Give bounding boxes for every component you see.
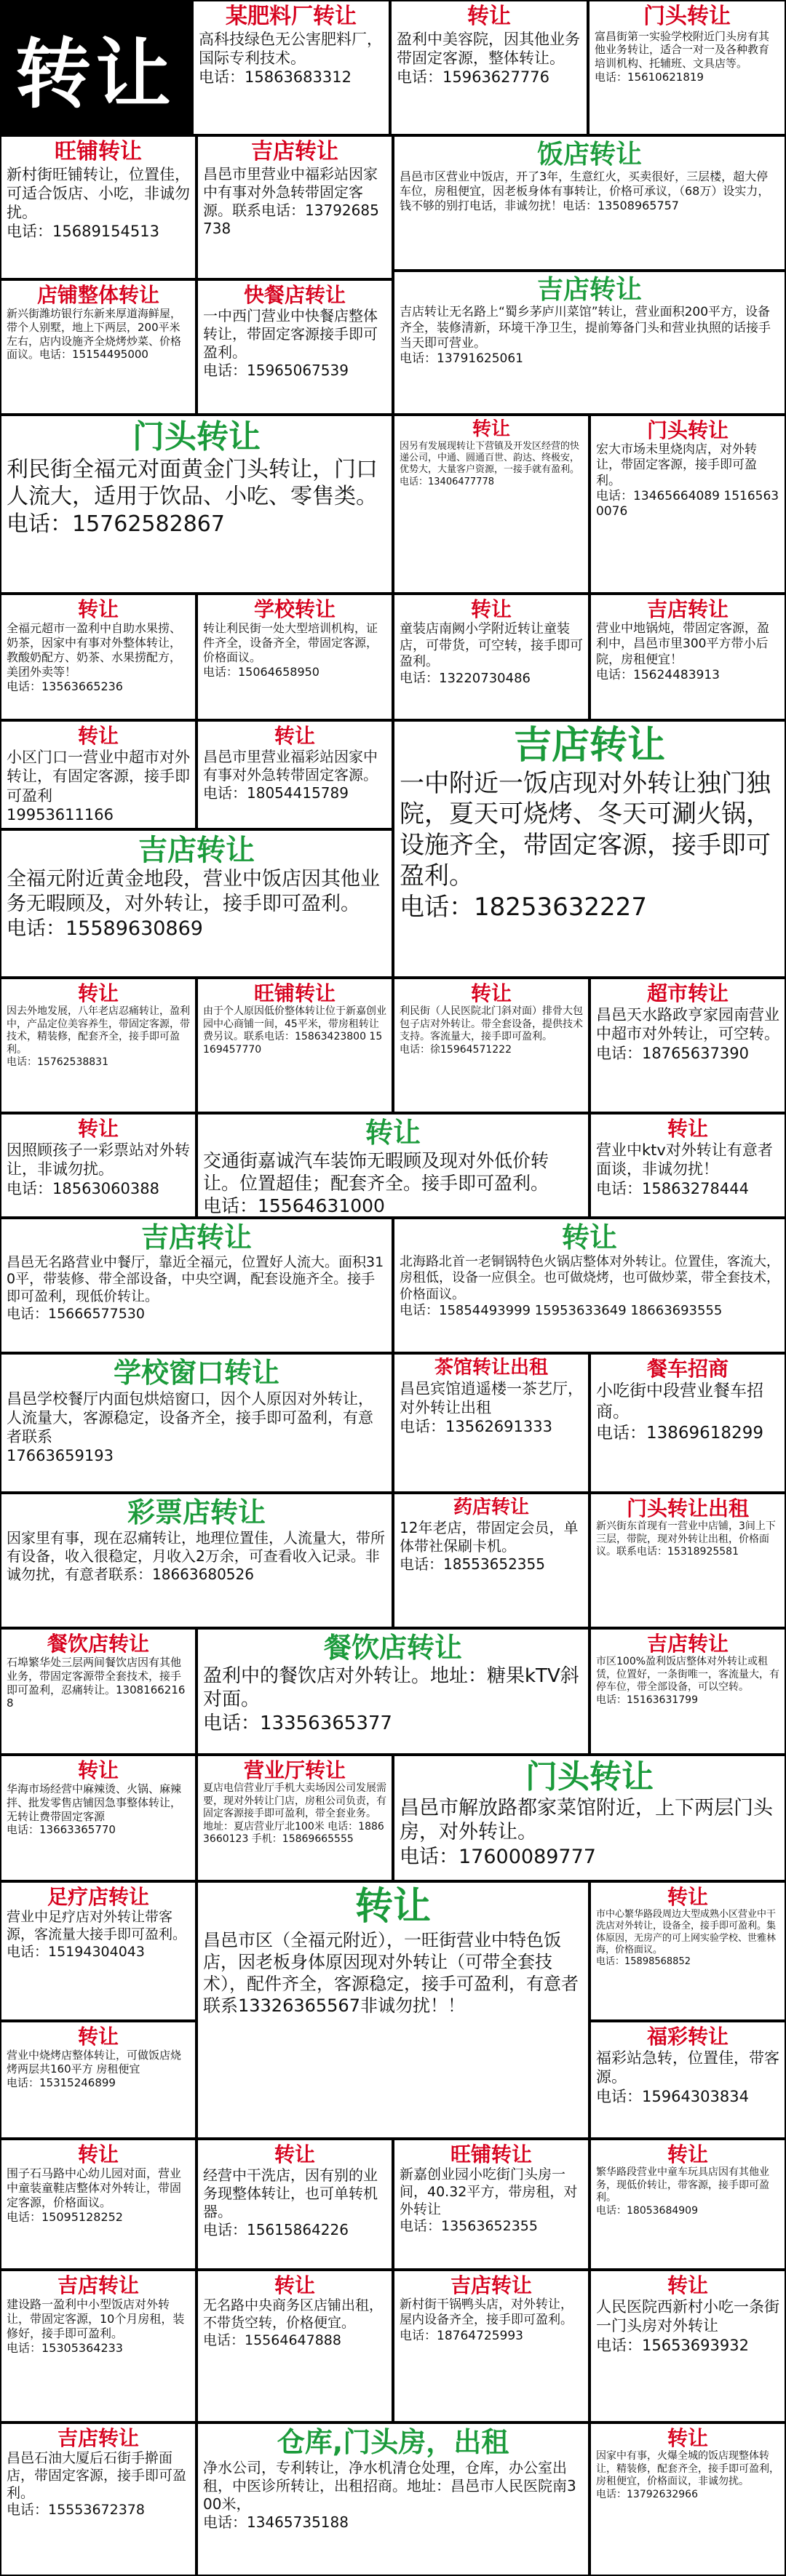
ad-title: 吉店转让 [251,140,338,164]
ad-body: 交通街嘉诚汽车装饰无暇顾及现对外低价转让。位置超佳；配套齐全。接手即可盈利。 [203,1149,549,1194]
ad-title: 餐饮店转让 [47,1632,149,1656]
classified-ad [393,594,590,720]
ad-body: 华海市场经营中麻辣烫、火锅、麻辣拌、批发零售店铺因急事整体转让，无转让费带固定客源 [7,1782,182,1823]
classified-ad [393,720,786,978]
ad-body: 夏店电信营业厅手机大卖场因公司发展需要，现对外转让门店，房租公司负责，有固定客源接手即可盈利，带全套业务。 [203,1782,386,1820]
ad-phone: 电话：13465664089 15165630076 [596,488,779,519]
ad-title: 吉店转让 [513,725,665,767]
ad-body: 昌邑市区营业中饭店，开了3年，生意红火，买卖很好，三层楼，超大停车位，房租便宜，因老板身体有事转让，价格可承议，（68万）设实力，钱不够的别打电话，非诚勿扰！电话：13508965757 [400,170,770,213]
ad-phone: 电话：15762582867 [7,511,225,537]
ad-phone: 电话：18764725993 [400,2328,523,2343]
ad-title: 旺铺转让 [55,140,142,164]
classified-ad [590,1628,786,1755]
ad-phone: 电话：13563652355 [400,2218,538,2235]
classified-ad [196,279,393,415]
ad-phone: 电话：13406477778 [400,476,494,487]
ad-phone: 电话：15305364233 [7,2341,123,2356]
ad-phone: 电话：15564647888 [203,2332,341,2348]
classified-ad [590,1113,786,1218]
ad-title: 旺铺转让 [450,2143,532,2166]
ad-title: 转让 [77,725,119,748]
ad-body: 一中西门营业中快餐店整体转让，带固定客源接手即可盈利。 [203,307,378,362]
ad-title: 店铺整体转让 [36,284,159,307]
classified-ad [0,1755,196,1881]
ad-body: 市中心繁华路段周边大型成熟小区营业中干洗店对外转让，设备全，接手即可盈利。集体原因，无房产的可上网实验学校、世雅林海，价格面议。 [596,1909,777,1955]
classified-ad [0,135,196,279]
ad-phone: 电话：15589630869 [7,917,203,940]
ad-phone: 电话：18053684909 [596,2204,698,2217]
ad-title: 转让 [77,1759,119,1782]
classified-ad [393,1493,590,1628]
ad-title: 吉店转让 [138,834,255,867]
ad-phone: 电话：15624483913 [596,667,720,682]
ad-body: 经营中干洗店，因有别的业务现整体转让，也可单转机器。 [203,2166,378,2221]
ad-body: 建设路一盈利中小型饭店对外转让，带固定客源，10个月房租，装修好，接手即可盈利。 [7,2297,185,2341]
ad-phone: 电话：17600089777 [400,1846,596,1869]
ad-body: 昌邑天水路政亨家园南营业中超市对外转让，可空转。 [596,1006,779,1043]
ad-phone: 电话：13356365377 [203,1712,392,1734]
classified-ad [393,2270,590,2423]
ad-phone: 电话：15666577530 [7,1305,145,1322]
ad-title: 门头转让 [525,1759,654,1795]
ad-title: 茶馆转让出租 [434,1357,548,1379]
ad-body: 利民街全福元对面黄金门头转让，门口人流大，适用于饮品、小吃、零售类。 [7,456,378,510]
ad-phone: 电话：15863278444 [596,1179,749,1197]
ad-body: 昌邑市里营业中福彩站因家中有事对外急转带固定客源。联系电话：13792685738 [203,164,379,237]
classified-ad [390,0,588,135]
ad-body: 新兴街东首现有一营业中店铺，3间上下三层，带院，现对外转让出租，价格面议。联系电话：15318925581 [596,1520,776,1558]
classified-ad [590,415,786,594]
ad-body: 因照顾孩子一彩票站对外转让，非诚勿扰。 [7,1141,190,1179]
ad-phone: 电话：15610621819 [595,70,704,84]
ad-title: 旺铺转让 [253,982,336,1005]
ad-title: 转让 [77,2143,119,2166]
ad-title: 转让 [667,2143,708,2166]
classified-ad [0,1113,196,1218]
classified-ad [590,594,786,720]
ad-phone: 电话：13869618299 [596,1423,763,1443]
classified-ad [0,1881,196,2021]
ad-body: 昌邑市里营业福彩站因家中有事对外急转带固定客源。 [203,748,378,784]
ad-title: 转让 [77,2025,119,2049]
ad-title: 转让 [667,2427,708,2450]
classified-ad [196,1881,590,2139]
classified-ad [590,1881,786,2021]
ad-body: 繁华路段营业中童车玩具店因有其他业务，现低价转让，带客源，接手即可盈利。 [596,2166,769,2204]
classified-ad [0,279,196,415]
classified-ad [588,0,786,135]
classified-ad [393,271,786,415]
classified-ad [0,720,196,829]
classified-ad [0,2021,196,2139]
ad-phone: 电话：15163631799 [596,1694,698,1706]
ad-phone: 电话：15095128252 [7,2210,123,2225]
classified-ad [196,720,393,829]
ad-phone: 电话：15564631000 [203,1195,385,1217]
classified-ad [0,2139,196,2270]
ad-phone: 电话：15854493999 15953633649 18663693555 [400,1303,723,1319]
ad-title: 餐车招商 [646,1357,729,1381]
ad-phone: 电话：15653693932 [596,2336,749,2354]
classified-ad [393,2139,590,2270]
classified-ad [0,1218,393,1353]
ad-phone: 电话：13465735188 [203,2513,349,2531]
ad-phone: 电话：18054415789 [203,784,349,802]
classified-ad [196,2423,590,2576]
classified-ad [393,1218,786,1353]
classified-ad [0,1353,393,1493]
ad-phone: 电话：13791625061 [400,351,523,367]
ad-body: 一中附近一饭店现对外转让独门独院，夏天可烧烤、冬天可涮火锅，设施齐全，带固定客源，接手即可盈利。 [400,768,771,891]
ad-title: 转让 [470,598,512,621]
ad-phone: 电话：18563060388 [7,1179,159,1197]
ad-phone: 电话：15963627776 [397,68,549,86]
classified-ad [590,978,786,1113]
ad-body: 市区100%盈利饭店整体对外转让或租赁，位置好，一条街唯一，客流量大，有停车位，带全部设备，可以空转。 [596,1656,779,1694]
ad-title: 快餐店转让 [243,284,346,307]
ad-body: 利民街（人民医院北门斜对面）排骨大包包子店对外转让。带全套设备，提供技术支持。客流量大，接手即可盈利。 [400,1005,583,1043]
classified-ad [0,1628,196,1755]
ad-body: 昌邑学校餐厅内面包烘焙窗口，因个人原因对外转让，人流量大，客源稳定，设备齐全，接手即可盈利，有意者联系 [7,1389,373,1446]
ad-title: 转让 [354,1886,431,1929]
ad-title: 转让 [77,1117,119,1141]
ad-phone: 电话：15615864226 [203,2221,349,2239]
classified-ad [393,415,590,594]
ad-body: 昌邑宾馆逍遥楼一茶艺厅，对外转让出租 [400,1379,583,1417]
page-title: 转让 [0,0,191,135]
ad-body: 新嘉创业园小吃街门头房一间，40.32平方，带房租，对外转让 [400,2166,578,2217]
ad-phone: 电话：15762538831 [7,1056,108,1069]
ad-title: 饭店转让 [536,140,642,170]
ad-phone: 电话：徐15964571222 [400,1043,512,1056]
ad-body: 高科技绿色无公害肥料厂，国际专利技术。 [199,30,382,67]
ad-phone: 电话：15553672378 [7,2502,145,2519]
classified-ad [590,1493,786,1628]
ad-body: 人民医院西新村小吃一条街一门头房对外转让 [596,2298,779,2335]
ad-title: 门头转让出租 [626,1497,749,1520]
ad-title: 足疗店转让 [47,1886,149,1909]
ad-body: 昌邑石油大厦后石街手擀面店，带固定客源，接手即可盈利。 [7,2450,187,2501]
ad-body: 因去外地发展，八年老店忍痛转让，盈利中，产品定位美容养生，带固定客源，带技术，精装修，配套齐全，接手即可盈利。 [7,1005,190,1056]
classified-ad [196,594,393,720]
classified-ad [196,1628,590,1755]
ad-title: 转让 [667,1886,708,1909]
classified-ad [393,135,786,271]
ad-body: 小吃街中段营业餐车招商。 [596,1381,763,1421]
ad-title: 转让 [667,2274,708,2297]
ad-body: 因家里有事，现在忍痛转让，地理位置佳，人流量大，带所有设备，收入很稳定，月收入2万余，可查看收入记录。非诚勿扰，有意者联系：18663680526 [7,1528,385,1583]
ad-body: 福彩站急转，位置佳，带客源。 [596,2049,779,2086]
ad-body: 净水公司，专利转让，净水机清仓处理，仓库，办公室出租，中医诊所转让，出租招商。地址：昌邑市人民医院南300米， [203,2458,576,2513]
ad-title: 转让 [274,2274,315,2297]
ad-title: 彩票店转让 [127,1497,266,1528]
classified-ad [393,1755,786,1881]
ad-phone: 电话：15194304043 [7,1943,145,1960]
ad-body: 全福元超市一盈利中自助水果捞、奶茶，因家中有事对外整体转让，教酸奶配方、奶茶、水果捞配方，美团外卖等！ [7,621,182,679]
ad-phone: 电话：13663365770 [7,1823,116,1837]
ad-phone: 电话：13562691333 [400,1418,552,1436]
ad-body: 全福元附近黄金地段，营业中饭店因其他业务无暇顾及，对外转让，接手即可盈利。 [7,868,380,915]
classified-ad [196,2270,393,2423]
ad-title: 转让 [472,419,510,440]
classified-ad [590,2423,786,2576]
ad-phone: 电话：15964303834 [596,2087,749,2105]
ad-phone: 电话：13792632966 [596,2488,698,2500]
ad-body: 盈利中的餐饮店对外转让。地址：糖果kTV斜对面。 [203,1664,579,1711]
ad-phone: 电话：15064658950 [203,665,319,679]
classified-ad [0,829,393,978]
ad-body: 北海路北首一老铜锅特色火锅店整体对外转让。位置佳，客流大，房租低，设备一应俱全。也可做烧烤，也可做炒菜，带全套技术，价格面议。 [400,1253,779,1302]
ad-body: 富昌街第一实验学校附近门头房有其他业务转让，适合一对一及各种教育培训机构、托辅班、文具店等。 [595,29,770,70]
ad-body: 新村街旺铺转让，位置佳，可适合饭店、小吃，非诚勿扰。 [7,165,190,221]
ad-title: 营业厅转让 [243,1759,346,1782]
ad-title: 餐饮店转让 [323,1632,462,1664]
ad-phone: 17663659193 [7,1447,114,1465]
ad-title: 学校窗口转让 [113,1357,279,1389]
ad-body: 无名路中央商务区店铺出租，不带货空转，价格便宜。 [203,2297,384,2331]
classified-ad [0,1493,393,1628]
ad-body: 新兴街潍坊银行东新来厚道海鲜屋，带个人别墅，地上下两层，200平米左右，店内设施齐全烧烤炒菜、价格面议。电话：15154495000 [7,307,182,362]
ad-body: 12年老店，带固定会员，单体带社保刷卡机。 [400,1518,579,1555]
ad-title: 吉店转让 [57,2427,139,2450]
ad-title: 转让 [274,725,315,748]
ad-body: 新村街干锅鸭头店，对外转让，屋内设备齐全，接手即可盈利。 [400,2297,573,2328]
classified-ad [196,978,393,1113]
ad-title: 转让 [470,982,512,1005]
ad-title: 福彩转让 [646,2025,729,2049]
ad-body: 营业中地锅炖，带固定客源，盈利中，昌邑市里300平方带小后院，房租便宜！ [596,621,769,667]
ad-title: 药店转让 [453,1497,529,1518]
ad-phone: 电话：15863683312 [199,68,352,86]
ad-title: 转让 [667,1117,708,1141]
ad-phone: 电话：15898568852 [596,1956,691,1968]
ad-body: 因家中有事，火爆全城的饭店现整体转让，精装修，配套齐全，接手即可盈利，房租便宜，价格面议，非诚勿扰。 [596,2450,779,2488]
ad-title: 吉店转让 [536,275,642,305]
classified-ad [590,2139,786,2270]
ad-phone: 电话：13220730486 [400,670,531,686]
ad-body: 宏大市场未里烧肉店，对外转让，带固定客源，接手即可盈利。 [596,442,757,488]
ad-body: 石埠繁华处三层两间餐饮店因有其他业务，带固定客源带全套技术，接手即可盈利，忍痛转让。13081662168 [7,1656,186,1710]
ad-title: 某肥料厂转让 [226,4,357,29]
ad-title: 仓库,门头房，出租 [277,2427,509,2458]
ad-body: 昌邑无名路营业中餐厅，靠近全福元，位置好人流大。面积310平，带装修、带全部设备，中央空调，配套设施齐全。接手即可盈利，现低价转让。 [7,1253,384,1305]
ad-body: 小区门口一营业中超市对外转让，有固定客源，接手即可盈利 [7,749,190,805]
ad-body: 盈利中美容院，因其他业务带固定客源，整体转让。 [397,30,580,67]
classified-ad [590,2021,786,2139]
ad-title: 吉店转让 [646,598,729,621]
ad-phone: 电话：18553652355 [400,1555,545,1573]
ad-phone: 地址：夏店营业厅北100米 电话：18863660123 手机：15869665555 [203,1820,384,1846]
ad-title: 吉店转让 [450,2274,532,2297]
ad-phone: 电话：18253632227 [400,892,647,922]
ad-body: 昌邑市区（全福元附近），一旺街营业中特色饭店，因老板身体原因现对外转让（可带全套技术），配件齐全，客源稳定，接手可盈利，有意者联系13326365567非诚勿扰！！ [203,1929,579,2016]
classified-ad [0,594,196,720]
ad-title: 转让 [467,4,511,29]
ad-title: 转让 [274,2143,315,2166]
ad-title: 超市转让 [646,982,729,1005]
ad-title: 吉店转让 [646,1632,729,1656]
ad-title: 学校转让 [253,598,336,621]
ad-phone: 电话：18765637390 [596,1044,749,1062]
classified-ad [196,1755,393,1881]
classified-ad [590,2270,786,2423]
ad-body: 由于个人原因低价整体转让位于新嘉创业园中心商铺一间，45平米，带房租转让费另议。联系电话：15863423800 15169457770 [203,1005,386,1056]
ad-body: 营业中足疗店对外转让带客源，客流量大接手即可盈利。 [7,1909,187,1942]
classified-ad [192,0,390,135]
ad-title: 转让 [77,982,119,1005]
ad-phone: 电话：15689154513 [7,223,159,241]
ad-body: 昌邑市解放路都家菜馆附近，上下两层门头房，对外转让。 [400,1796,773,1844]
ad-body: 围子石马路中心幼儿园对面，营业中童装童鞋店整体对外转让，带固定客源，价格面议。 [7,2166,182,2210]
ad-title: 转让 [77,598,119,621]
ad-title: 转让 [561,1222,617,1253]
classified-ad [196,2139,393,2270]
classified-ad [196,1113,590,1218]
classified-ad [0,2270,196,2423]
classified-ad [196,135,393,279]
ad-title: 吉店转让 [140,1222,252,1253]
classified-ad [393,978,590,1113]
classified-ad [590,1353,786,1493]
ad-phone: 19953611166 [7,805,114,824]
ad-body: 因另有发展现转让下营镇及开发区经营的快递公司，中通、圆通百世、韵达、终极安，优势大，大量客户资源，一接手就有盈利。 [400,440,580,476]
classified-ad [0,978,196,1113]
classified-ad [393,1353,590,1493]
ad-phone: 电话：13563665236 [7,679,123,694]
ad-body: 营业中烧烤店整体转让，可做饭店烧烤两层共160平方 房租便宜 [7,2049,182,2075]
ad-title: 门头转让 [132,419,261,455]
ad-body: 童装店南阙小学附近转让童装店，可带货，可空转，接手即可盈利。 [400,621,583,670]
ad-body: 吉店转让无名路上“蜀乡茅庐川菜馆”转让，营业面积200平方，设备齐全，装修清新，环境干净卫生，提前筹备门头和营业执照的话接手当天即可营业。 [400,305,771,351]
ad-title: 门头转让 [643,4,731,29]
classified-ad [0,2423,196,2576]
ad-phone: 电话：15315246899 [7,2075,116,2089]
classified-ad [0,415,393,594]
ad-body: 转让利民街一处大型培训机构，证件齐全，设备齐全，带固定客源，价格面议。 [203,621,378,665]
ad-title: 转让 [365,1117,421,1149]
ad-phone: 电话：15965067539 [203,362,349,380]
ad-title: 门头转让 [646,419,729,442]
ad-title: 吉店转让 [57,2274,139,2297]
ad-body: 营业中ktv对外转让有意者面谈，非诚勿扰！ [596,1141,773,1179]
